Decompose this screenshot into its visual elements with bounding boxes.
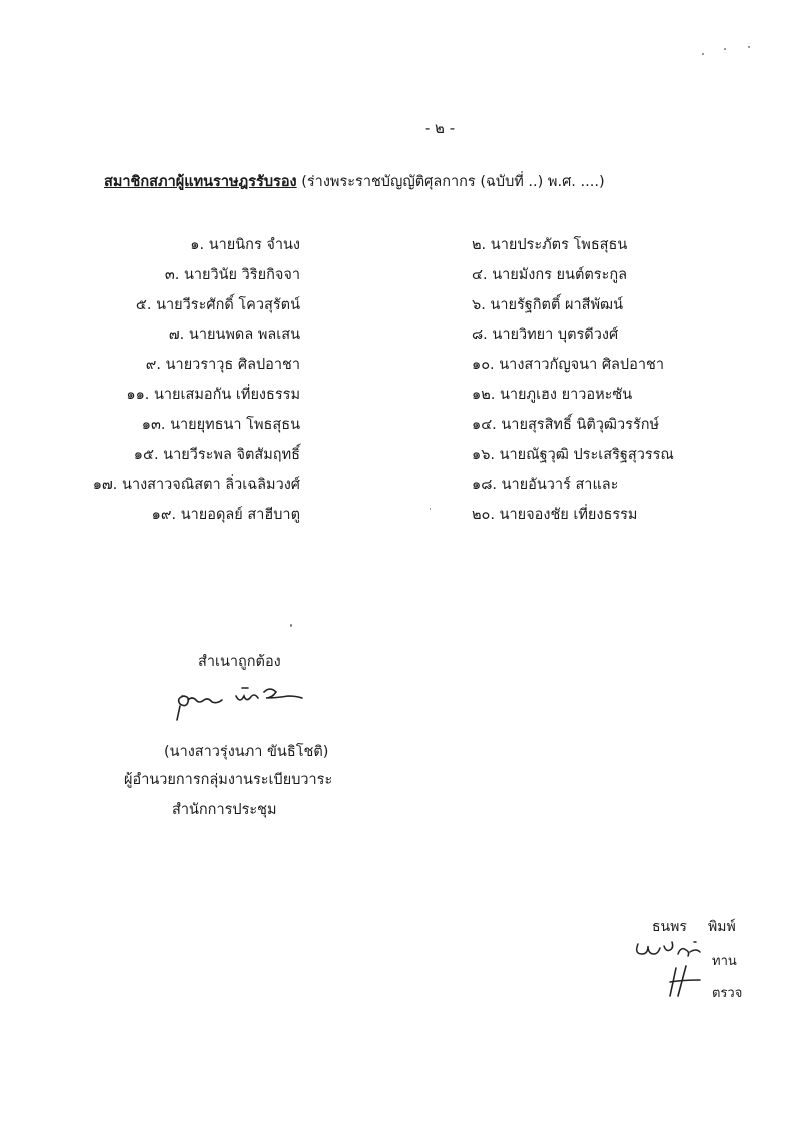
member-right: ๑๘. นายอันวาร์ สาและ	[472, 477, 619, 493]
typist-name: ธนพร	[652, 919, 687, 935]
member-left: ๑๑. นายเสมอกัน เที่ยงธรรม	[126, 387, 300, 403]
heading-title: สมาชิกสภาผู้แทนราษฎรรับรอง	[104, 174, 297, 190]
member-right: ๑๔. นายสุรสิทธิ์ นิติวุฒิวรรักษ์	[472, 417, 660, 433]
member-right: ๖. นายรัฐกิตติ์ ผาสีพัฒน์	[472, 297, 624, 313]
document-heading	[104, 170, 605, 193]
member-right: ๑๒. นายภูเฮง ยาวอหะซัน	[472, 387, 633, 403]
member-right: ๘. นายวิทยา บุตรดีวงศ์	[472, 327, 619, 343]
checker-initials	[664, 964, 708, 1000]
scan-speck	[724, 48, 726, 50]
member-right: ๒. นายประภัตร โพธสุธน	[472, 237, 628, 253]
member-right: ๔. นายมังกร ยนต์ตระกูล	[472, 267, 628, 283]
verifier-initials	[632, 936, 708, 966]
typist-role: พิมพ์	[708, 919, 736, 935]
member-left: ๑๕. นายวีระพล จิตสัมฤทธิ์	[133, 447, 300, 463]
member-right: ๑๐. นางสาวกัญจนา ศิลปอาชา	[472, 357, 664, 373]
checker-role: ตรวจ	[712, 986, 743, 1001]
member-left: ๙. นายวราวุธ ศิลปอาชา	[145, 357, 300, 373]
heading-subtitle: (ร่างพระราชบัญญัติศุลกากร (ฉบับที่ ..) พ.ศ. ....)	[301, 174, 605, 190]
certified-copy-label: สำเนาถูกต้อง	[198, 654, 281, 670]
member-left: ๑๙. นายอดุลย์ สาฮีบาตู	[151, 507, 300, 523]
member-left: ๕. นายวีระศักดิ์ โควสุรัตน์	[135, 297, 300, 313]
certifier-office: สำนักการประชุม	[172, 802, 277, 818]
certifier-signature	[170, 684, 320, 726]
scan-speck	[290, 624, 292, 627]
verifier-role: ทาน	[712, 954, 737, 969]
certifier-name: (นางสาวรุ่งนภา ขันธิโชติ)	[164, 744, 329, 760]
scan-speck	[748, 46, 750, 48]
scan-speck	[702, 53, 704, 55]
member-left: ๗. นายนพดล พลเสน	[168, 327, 300, 343]
scan-speck	[430, 508, 431, 510]
page-number: - ๒ -	[424, 119, 456, 137]
member-right: ๒๐. นายจองชัย เที่ยงธรรม	[472, 507, 638, 523]
member-left: ๓. นายวินัย วิริยกิจจา	[164, 267, 300, 283]
member-left: ๑. นายนิกร จำนง	[190, 237, 300, 253]
member-left: ๑๓. นายยุทธนา โพธสุธน	[141, 417, 300, 433]
certifier-position: ผู้อำนวยการกลุ่มงานระเบียบวาระ	[124, 772, 333, 788]
member-left: ๑๗. นางสาวจณิสตา ลิ่วเฉลิมวงศ์	[92, 477, 300, 493]
member-right: ๑๖. นายณัฐวุฒิ ประเสริฐสุวรรณ	[472, 447, 674, 463]
